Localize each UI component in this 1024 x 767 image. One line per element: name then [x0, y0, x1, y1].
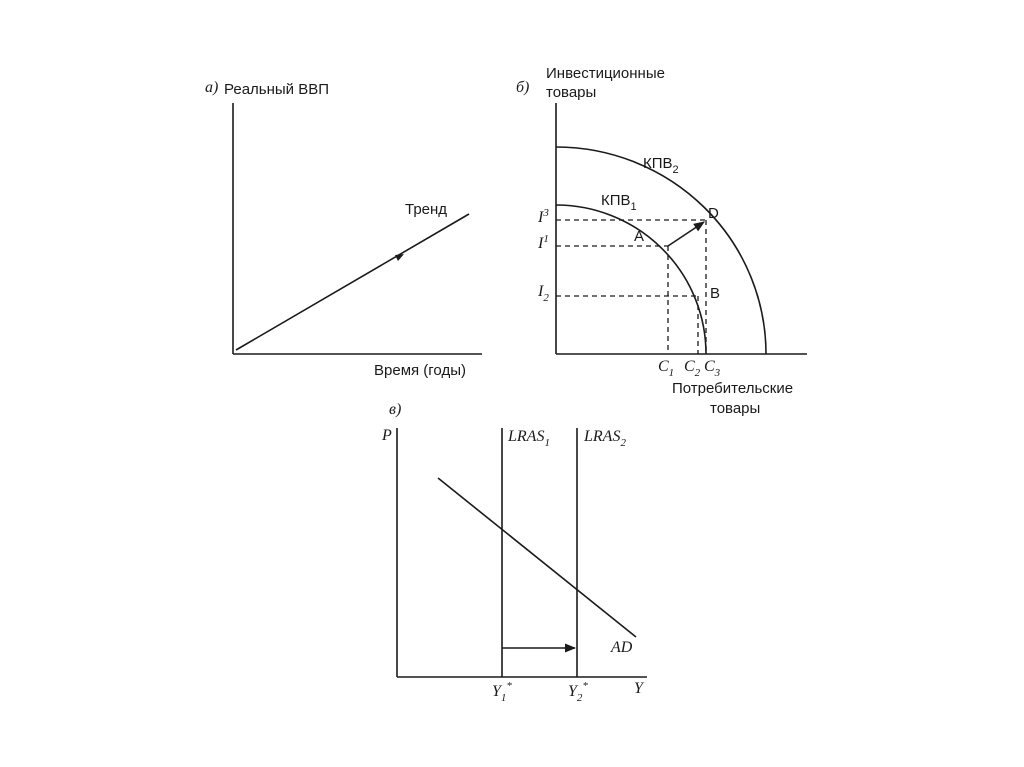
panel-b-y-axis-label-line2: товары [546, 84, 597, 101]
ad-label: AD [611, 639, 633, 656]
panel-a-y-axis-label: Реальный ВВП [224, 81, 329, 98]
panel-a-trend-arrowhead [395, 254, 404, 261]
panel-v-x-axis-label: Y [634, 680, 643, 697]
lras-2-label: $LRAS_2$ [584, 428, 626, 449]
panel-v-tag: в) [389, 401, 402, 418]
point-d-label: D [708, 205, 719, 222]
tick-i1-label: $I^1$ [538, 233, 549, 252]
tick-i3-label: $I^3$ [538, 207, 549, 226]
shift-arrow-a-to-d [668, 222, 704, 246]
tick-c3-label: $C_3$ [704, 358, 721, 379]
ppf-curve-2-label: $КПВ_2$ [643, 155, 679, 176]
tick-c2-label: $C_2$ [684, 358, 701, 379]
panel-v-y-axis-label: P [382, 427, 392, 444]
panel-v-ad-lras-chart [381, 401, 647, 704]
ad-curve [438, 478, 636, 637]
panel-a-trend-chart [205, 79, 482, 379]
panel-b-tag: б) [516, 79, 530, 96]
tick-y2-label: $Y_2^*$ [568, 680, 588, 704]
ppf-curve-1-label: $КПВ_1$ [601, 192, 637, 213]
panel-b-y-axis-label-line1: Инвестиционные [546, 65, 665, 82]
panel-a-x-axis-label: Время (годы) [374, 362, 466, 379]
ppf-curve-2 [556, 147, 766, 354]
tick-c1-label: $C_1$ [658, 358, 675, 379]
panel-b-x-axis-label-line2: товары [710, 400, 761, 417]
panel-a-trend-label: Тренд [405, 201, 448, 218]
point-a-label: A [634, 228, 645, 245]
tick-i2-label: $I_2$ [538, 283, 549, 304]
panel-a-tag: а) [205, 79, 219, 96]
point-b-label: B [710, 285, 721, 302]
panel-b-x-axis-label-line1: Потребительские [672, 380, 794, 397]
panel-b-ppf-chart [516, 65, 807, 417]
ppf-curve-1 [556, 205, 706, 354]
panel-a-trend-line [236, 214, 469, 350]
lras-1-label: $LRAS_1$ [508, 428, 550, 449]
tick-y1-label: $Y_1^*$ [492, 680, 512, 704]
